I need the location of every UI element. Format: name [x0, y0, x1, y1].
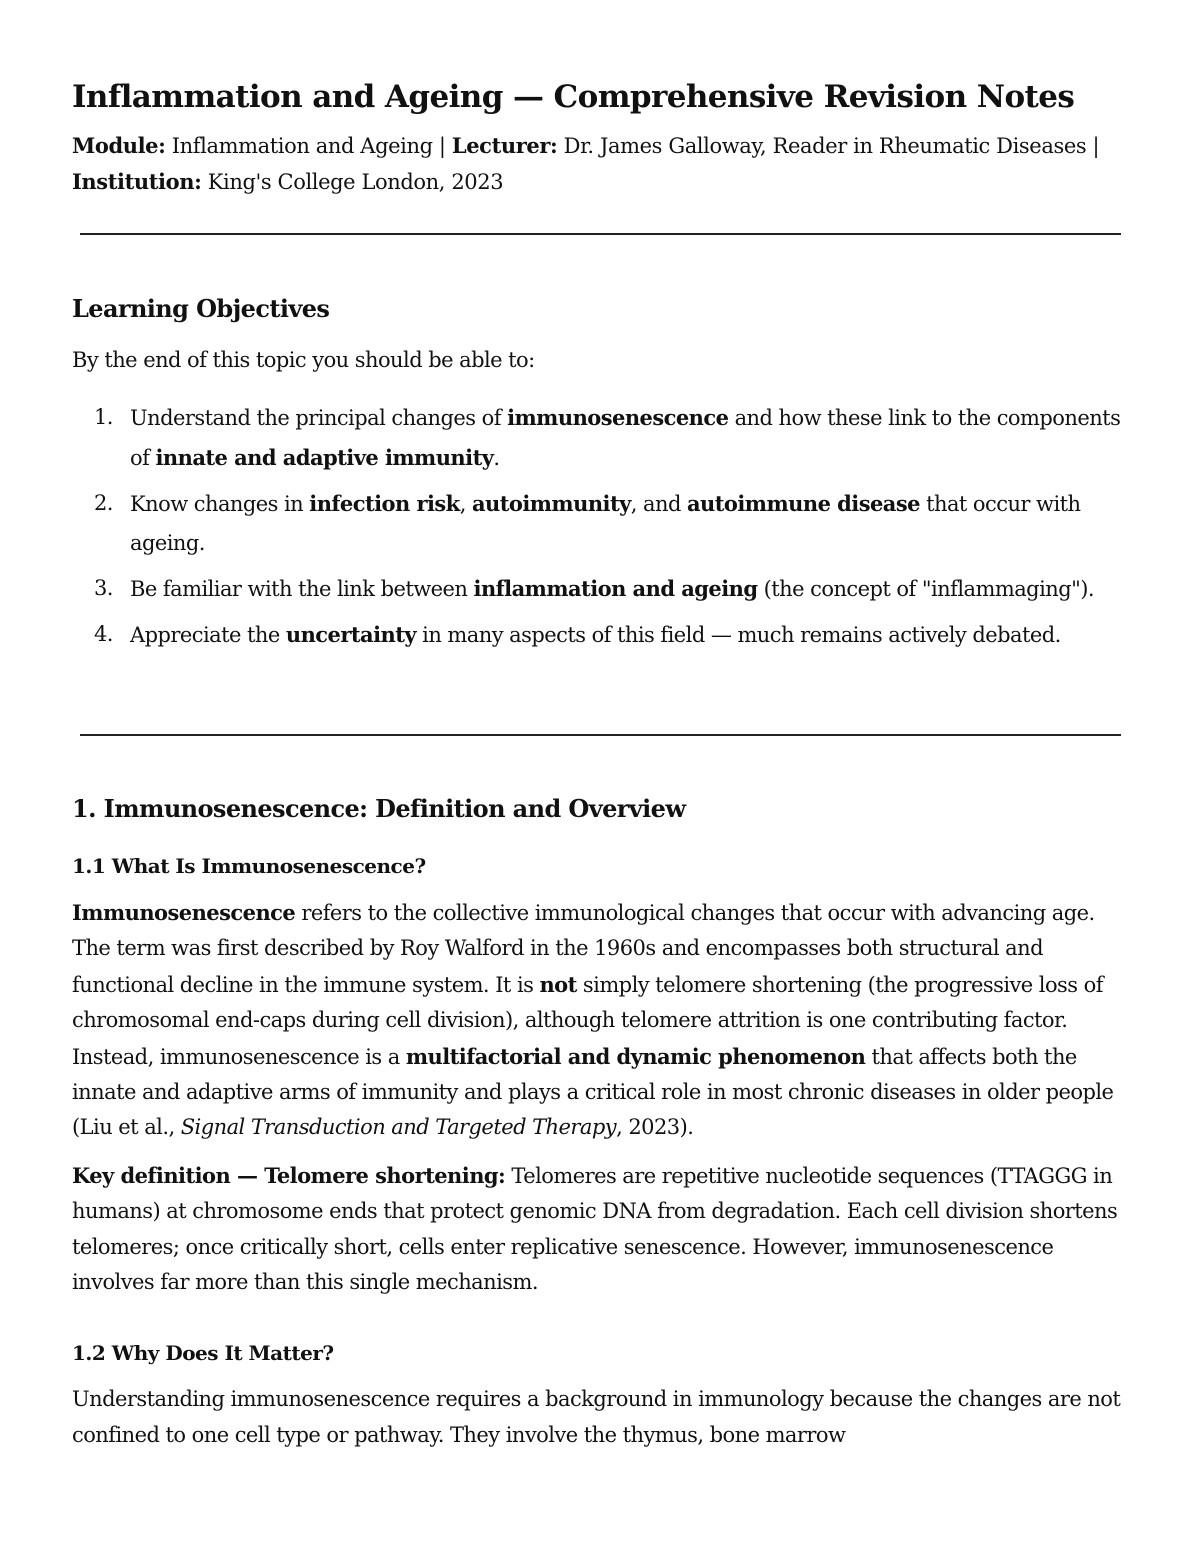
learning-objectives-section [72, 289, 1128, 661]
lecturer-value: Dr. James Galloway, Reader in Rheumatic Diseases | [557, 134, 1100, 158]
objectives-list [72, 398, 1128, 655]
objective-item: 4. Appreciate the uncertainty in many aspects of this field — much remains actively debated. [94, 622, 1061, 648]
document-metadata [72, 128, 1128, 200]
paragraph-why-it-matters: Understanding immunosenescence requires a background in immunology because the changes are not confined to one cell type or pathway. They involve the thymus, bone marrow [72, 1387, 1121, 1447]
objective-item: 1. Understand the principal changes of immunosenescence and how these link to the components of innate and adaptive immunity. [94, 405, 1121, 471]
document-title: Inflammation and Ageing — Comprehensive Revision Notes [72, 79, 1075, 115]
objectives-intro: By the end of this topic you should be able to: [72, 348, 535, 372]
module-value: Inflammation and Ageing | [165, 134, 452, 158]
lecturer-label: Lecturer: [451, 133, 558, 158]
objective-item: 2. Know changes in infection risk, autoimmunity, and autoimmune disease that occur with ageing. [94, 491, 1081, 556]
subsection-heading-1-1: 1.1 What Is Immunosenescence? [72, 854, 426, 878]
section-heading-1: 1. Immunosenescence: Definition and Overview [72, 794, 686, 823]
divider [80, 734, 1121, 736]
section-heading-objectives: Learning Objectives [72, 294, 330, 323]
institution-value: King's College London, 2023 [201, 170, 504, 194]
section-immunosenescence [72, 789, 1128, 1453]
paragraph-definition: Immunosenescence refers to the collective immunological changes that occur with advancing age. The term was first described by Roy Walford in the 1960s and encompasses both structural and functional decline in the immune system. It is not simply telomere shortening (the progressive loss of chromosomal end-caps during cell division), although telomere attrition is one contributing factor. Instead, immunosenescence is a multifactorial and dynamic phenomenon that affects both the innate and adaptive arms of immunity and plays a critical role in most chronic diseases in older people (Liu et al., Signal Transduction and Targeted Therapy, 2023). [72, 900, 1114, 1140]
module-label: Module: [72, 133, 166, 158]
subsection-heading-1-2: 1.2 Why Does It Matter? [72, 1341, 334, 1366]
divider [80, 233, 1121, 235]
institution-label: Institution: [72, 169, 202, 194]
paragraph-key-definition: Key definition — Telomere shortening: Telomeres are repetitive nucleotide sequences (TTAGGG in humans) at chromosome ends that protect genomic DNA from degradation. Each cell division shortens telomeres; once critically short, cells enter replicative senescence. However, immunosenescence involves far more than this single mechanism. [72, 1162, 1118, 1295]
objective-item: 3. Be familiar with the link between inflammation and ageing (the concept of "inflammaging"). [94, 576, 1094, 602]
